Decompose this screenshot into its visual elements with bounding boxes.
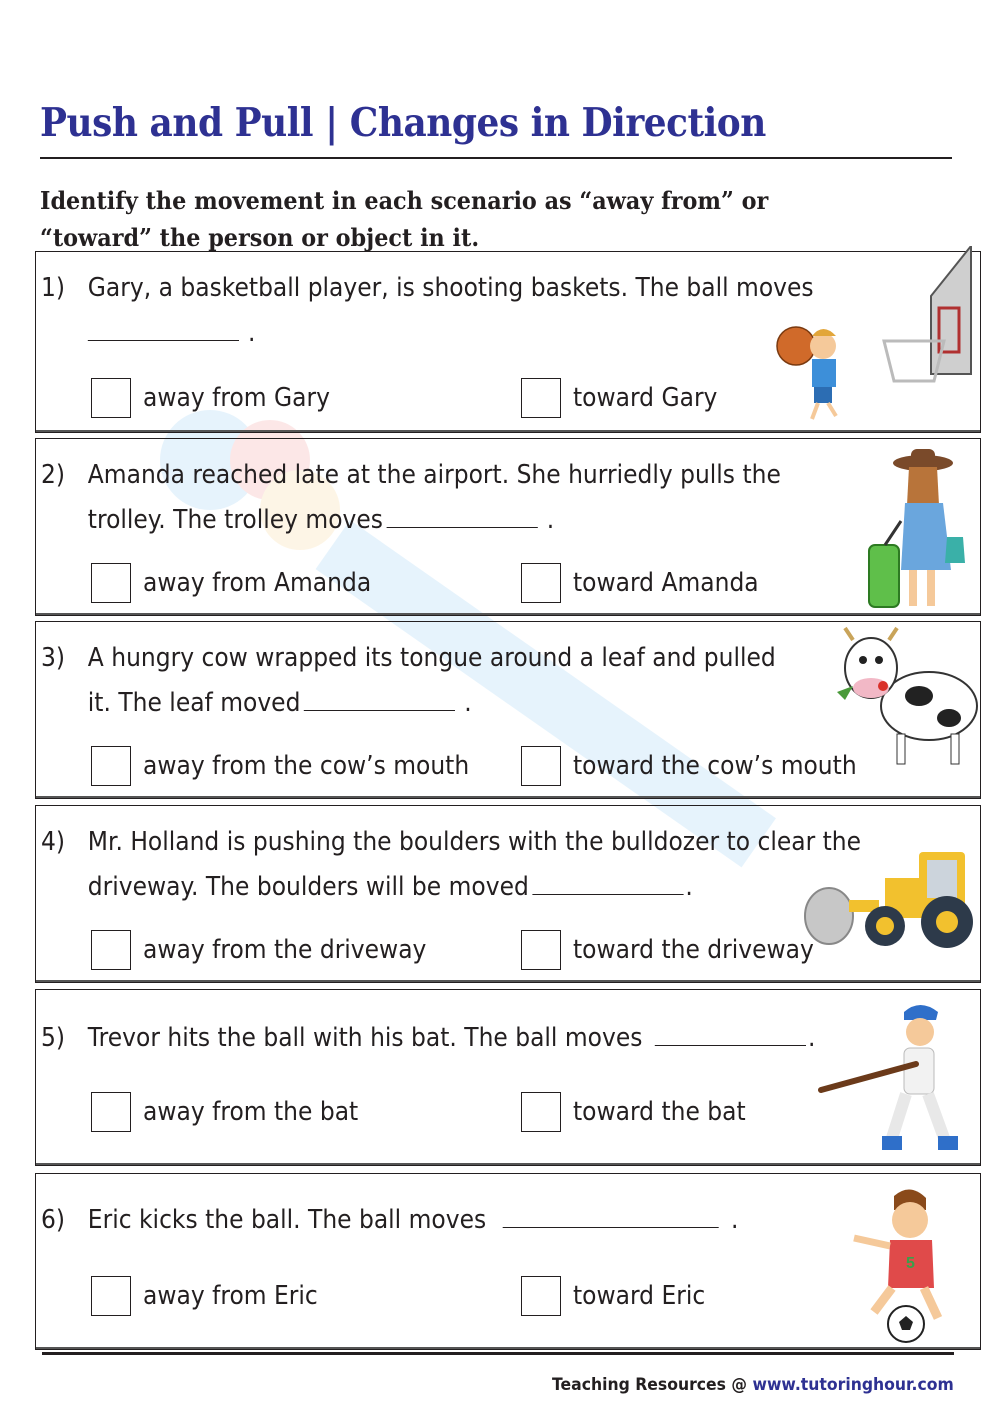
bottom-divider: [42, 1352, 954, 1355]
question-text-line-2-start: driveway. The boulders will be moved: [87, 872, 529, 902]
option-away-checkbox[interactable]: [91, 930, 458, 970]
question-1-text: [41, 266, 814, 356]
question-number: 3): [41, 643, 66, 673]
soccer-player-icon: [844, 1184, 964, 1344]
page-title: Push and Pull | Changes in Direction: [40, 100, 766, 146]
footer-prefix: Teaching Resources @: [552, 1375, 753, 1395]
option-label: toward the bat: [573, 1097, 746, 1127]
question-1-card: [35, 251, 981, 433]
question-text-line-1: Mr. Holland is pushing the boulders with the bulldozer to clear the: [87, 827, 862, 857]
basketball-player-icon: [776, 246, 976, 421]
period: .: [730, 1205, 739, 1235]
checkbox[interactable]: [521, 1276, 561, 1316]
option-label: away from the driveway: [143, 935, 427, 965]
checkbox[interactable]: [91, 1276, 131, 1316]
question-4-card: [35, 805, 981, 983]
checkbox[interactable]: [91, 746, 131, 786]
answer-blank[interactable]: [387, 503, 538, 528]
question-number: 2): [41, 460, 66, 490]
checkbox[interactable]: [91, 930, 131, 970]
option-label: away from Gary: [143, 383, 330, 413]
option-label: toward the cow’s mouth: [573, 751, 857, 781]
answer-blank[interactable]: [532, 870, 683, 895]
question-number: 5): [41, 1023, 66, 1053]
baseball-batter-icon: [816, 998, 976, 1160]
option-label: away from the cow’s mouth: [143, 751, 470, 781]
question-3-card: [35, 621, 981, 799]
instructions-line-1: Identify the movement in each scenario as “away from” or: [40, 186, 769, 215]
question-text-line-2: [41, 498, 781, 543]
footer-site-link[interactable]: www.tutoringhour.com: [752, 1375, 954, 1395]
question-6-text: [41, 1198, 738, 1243]
option-label: away from the bat: [143, 1097, 359, 1127]
option-toward-checkbox[interactable]: [521, 378, 733, 418]
question-text-line-1: Eric kicks the ball. The ball moves: [87, 1205, 487, 1235]
svg-text:5: 5: [906, 1255, 915, 1272]
option-away-checkbox[interactable]: [91, 378, 351, 418]
question-2-text: [41, 453, 781, 543]
cow-icon: [831, 626, 981, 771]
question-2-card: [35, 438, 981, 616]
answer-blank[interactable]: [88, 316, 239, 341]
answer-blank[interactable]: [655, 1021, 806, 1046]
option-label: toward the driveway: [573, 935, 814, 965]
option-away-checkbox[interactable]: [91, 746, 505, 786]
instructions-line-2: “toward” the person or object in it.: [40, 223, 480, 252]
option-label: toward Amanda: [573, 568, 759, 598]
period: .: [808, 1023, 816, 1053]
option-toward-checkbox[interactable]: [521, 1092, 765, 1132]
checkbox[interactable]: [91, 563, 131, 603]
question-5-text: [41, 1016, 815, 1061]
option-away-checkbox[interactable]: [91, 1092, 382, 1132]
question-6-card: [35, 1173, 981, 1350]
checkbox[interactable]: [91, 1092, 131, 1132]
checkbox[interactable]: [91, 378, 131, 418]
question-text-line-1: A hungry cow wrapped its tongue around a leaf and pulled: [87, 643, 776, 673]
checkbox[interactable]: [521, 746, 561, 786]
instructions: [40, 182, 896, 256]
option-away-checkbox[interactable]: [91, 1276, 337, 1316]
footer-credit: [552, 1375, 954, 1395]
option-toward-checkbox[interactable]: [521, 1276, 720, 1316]
checkbox[interactable]: [521, 378, 561, 418]
title-divider: [40, 157, 952, 159]
woman-with-luggage-icon: [861, 445, 971, 613]
option-toward-checkbox[interactable]: [521, 563, 779, 603]
period: .: [464, 688, 472, 718]
option-label: toward Gary: [573, 383, 718, 413]
question-5-card: [35, 989, 981, 1166]
question-text-line-2: [41, 311, 814, 356]
bulldozer-icon: [801, 850, 976, 950]
answer-blank[interactable]: [304, 686, 455, 711]
question-number: 6): [41, 1205, 66, 1235]
option-toward-checkbox[interactable]: [521, 930, 841, 970]
question-text-line-2-start: trolley. The trolley moves: [87, 505, 383, 535]
checkbox[interactable]: [521, 563, 561, 603]
option-label: away from Eric: [143, 1281, 318, 1311]
option-label: toward Eric: [573, 1281, 706, 1311]
question-number: 1): [41, 273, 66, 303]
period: .: [546, 505, 555, 535]
period: .: [248, 318, 256, 348]
question-text-line-2-start: it. The leaf moved: [87, 688, 301, 718]
option-away-checkbox[interactable]: [91, 563, 397, 603]
option-label: away from Amanda: [143, 568, 372, 598]
question-3-text: [41, 636, 776, 726]
question-text-line-2: [41, 865, 861, 910]
checkbox[interactable]: [521, 1092, 561, 1132]
question-number: 4): [41, 827, 66, 857]
question-text-line-1: Gary, a basketball player, is shooting baskets. The ball moves: [87, 273, 814, 303]
question-text-line-1: Amanda reached late at the airport. She hurriedly pulls the: [87, 460, 781, 490]
question-text-line-2: [41, 681, 776, 726]
question-text-line-1: Trevor hits the ball with his bat. The ball moves: [87, 1023, 643, 1053]
period: .: [685, 872, 693, 902]
checkbox[interactable]: [521, 930, 561, 970]
question-4-text: [41, 820, 861, 910]
answer-blank[interactable]: [502, 1203, 718, 1228]
